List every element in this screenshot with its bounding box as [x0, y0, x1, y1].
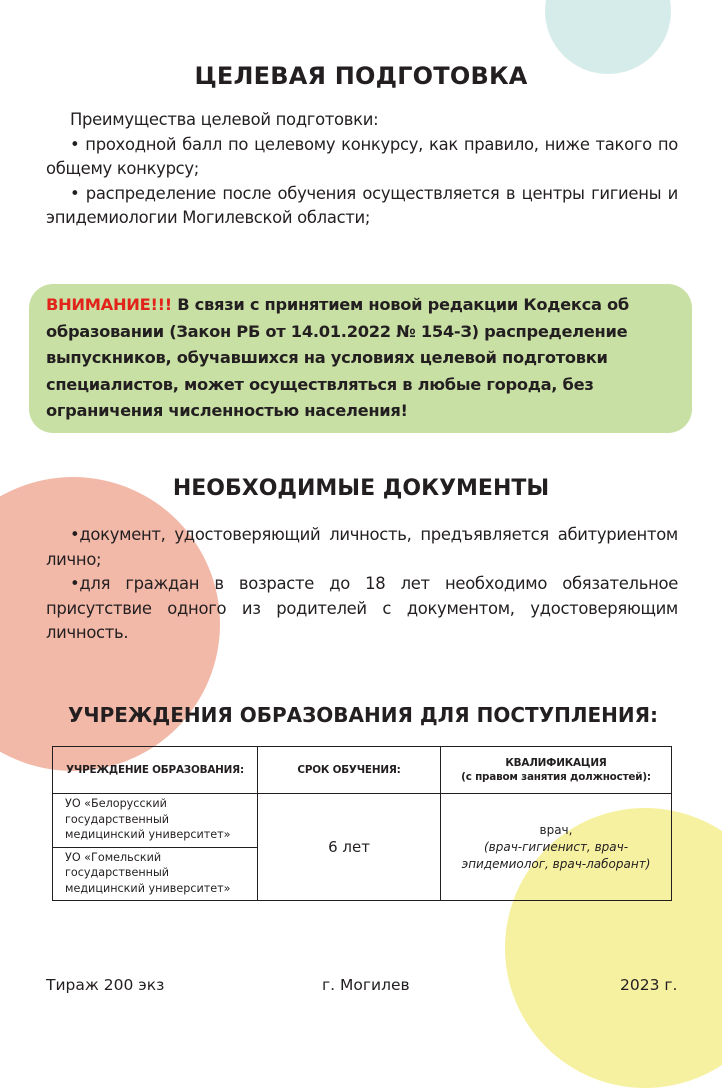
document-bullet-1: •документ, удостоверяющий личность, предъявляется абитуриентом лично;: [46, 525, 678, 569]
section-title-institutions: УЧРЕЖДЕНИЯ ОБРАЗОВАНИЯ ДЛЯ ПОСТУПЛЕНИЯ:: [68, 703, 659, 727]
footer-year: 2023 г.: [620, 976, 678, 994]
header-qualification: [441, 747, 672, 794]
section-title-target-training: ЦЕЛЕВАЯ ПОДГОТОВКА: [194, 62, 528, 90]
advantage-bullet-1: • проходной балл по целевому конкурсу, как правило, ниже такого по общему конкурсу;: [46, 134, 678, 178]
attention-notice: [29, 284, 692, 433]
institution-cell-1: УО «Белорусский государственный медицинский университет»: [53, 794, 258, 848]
advantage-bullet-2: • распределение после обучения осуществляется в центры гигиены и эпидемиологии Могилевской области;: [46, 183, 678, 227]
footer-city: г. Могилев: [322, 976, 410, 994]
header-institution: УЧРЕЖДЕНИЕ ОБРАЗОВАНИЯ:: [53, 747, 258, 794]
header-qualification-title: КВАЛИФИКАЦИЯ: [505, 757, 607, 769]
footer-circulation: Тираж 200 экз: [46, 976, 165, 994]
institution-cell-2: УО «Гомельский государственный медицинский университет»: [53, 847, 258, 901]
notice-warning-label: ВНИМАНИЕ!!!: [46, 295, 172, 314]
header-qualification-note: (с правом занятия должностей):: [461, 771, 651, 783]
institutions-table: [52, 746, 672, 901]
header-term: СРОК ОБУЧЕНИЯ:: [258, 747, 441, 794]
qualification-positions: (врач-гигиенист, врач-эпидемиолог, врач-лаборант): [461, 839, 651, 871]
section-title-documents: НЕОБХОДИМЫЕ ДОКУМЕНТЫ: [172, 476, 550, 501]
target-training-intro: Преимущества целевой подготовки:: [70, 110, 379, 129]
table-row: [53, 794, 672, 848]
qualification-main: врач,: [539, 822, 573, 837]
term-cell: 6 лет: [258, 794, 441, 901]
document-bullet-2: •для граждан в возрасте до 18 лет необходимо обязательное присутствие одного из родителей с документом, удостоверяющим личность.: [46, 574, 678, 642]
qualification-cell: [441, 794, 672, 901]
table-header-row: [53, 747, 672, 794]
notice-text: В связи с принятием новой редакции Кодекса об образовании (Закон РБ от 14.01.2022 № 154-З) распределение выпускников, обучавшихся на условиях целевой подготовки специалистов, может осуществляться в любые города, без ограничения численностью населения!: [46, 295, 629, 420]
target-training-text: [46, 108, 678, 231]
documents-text: [46, 523, 678, 646]
